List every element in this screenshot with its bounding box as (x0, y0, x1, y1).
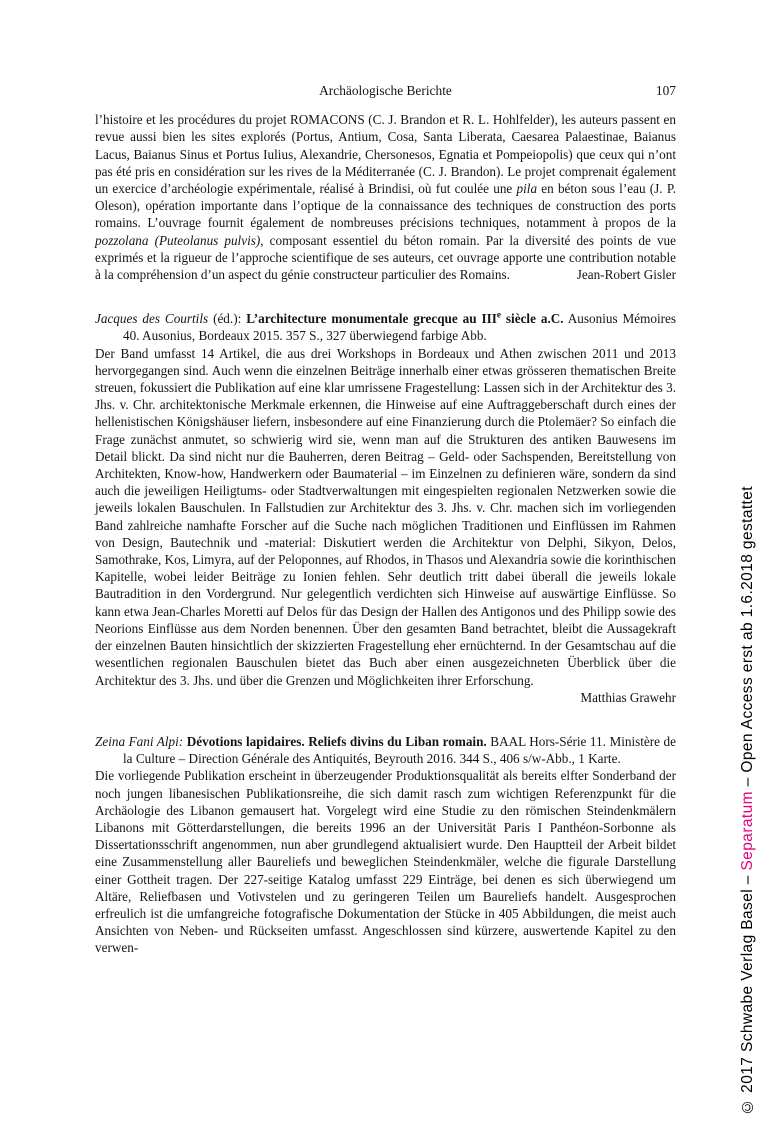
review-body (95, 111, 676, 283)
bibliographic-heading: Zeina Fani Alpi: Dévotions lapidaires. Reliefs divins du Liban romain. BAAL Hors-Série 11. Ministère de la Culture – Direction Générale des Antiquités, Beyrouth 2016. 344 S., 406 s/w-Abb., 1 Karte. (95, 733, 677, 767)
review-fani-alpi (95, 733, 676, 957)
text-block (95, 82, 676, 957)
reviewer-signature: Matthias Grawehr (580, 689, 676, 705)
bibliographic-heading: Jacques des Courtils (éd.): L’architecture monumentale grecque au IIIe siècle a.C. Ausonius Mémoires 40. Ausonius, Bordeaux 2015. 357 S., 327 überwiegend farbige Abb. (95, 309, 676, 344)
review-body (95, 345, 676, 689)
review-des-courtils (95, 310, 676, 706)
page-number: 107 (655, 83, 676, 98)
page-header (95, 82, 676, 99)
copyright-text: © 2017 Schwabe Verlag Basel – Separatum – Open Access erst ab 1.6.2018 gestattet (739, 486, 756, 1115)
review-continuation-gisler (95, 111, 676, 283)
review-paragraph-text: l’histoire et les procédures du projet ROMACONS (C. J. Brandon et R. L. Hohlfelder), les auteurs passent en revue aussi bien les sites explorés (Portus, Antium, Cosa, Santa Liberata, Caesarea Palaestinae, Baianus Lacus, Baianus Sinus et Portus Iulius, Alexandrie, Chersonesos, Egnatia et Pompeiopolis) que ceux qui n’ont pas été pris en considération sur les rives de la Méditerranée (C. J. Brandon). Le projet comprenait également un exercice d’archéologie expérimentale, réalisé à Brindisi, où fut coulée une pila en béton sous l’eau (J. P. Oleson), opération importante dans l’optique de la connaissance des techniques de construction des ports romains. L’ouvrage fournit également de nombreuses précisions techniques, notamment à propos de la pozzolana (Puteolanus pulvis), composant essentiel du béton romain. Par la diversité des points de vue exprimés et la rigueur de l’approche scientifique de ses auteurs, cet ouvrage apporte une contribution notable à la compréhension d’un aspect du génie constructeur particulier des Romains. (95, 112, 676, 283)
review-body (95, 767, 676, 956)
review-paragraph: Der Band umfasst 14 Artikel, die aus drei Workshops in Bordeaux und Athen zwischen 2011 und 2013 hervorgegangen sind. Auch wenn die einzelnen Beiträge innerhalb einer etwas grösseren thematischen Breite streuen, fokussiert die Publikation auf eine klar umrissene Fragestellung: Lassen sich in der Architektur des 3. Jhs. v. Chr. architektonische Merkmale erkennen, die Hinweise auf eine Auftraggeberschaft durch eines der hellenistischen Königshäuser liefern, insbesondere auf eine Finanzierung durch die Ptolemäer? So einfach die Frage zunächst anmutet, so schwierig wird sie, wenn man auf die Strukturen des antiken Bauwesens im Detail blickt. Da sind nicht nur die Bauherren, deren Beitrag – Geld- oder Sachspenden, Bereitstellung von Architekten, Know-how, Handwerkern oder Baumaterial – im Einzelnen zu definieren wäre, sondern da sind auch die jeweiligen Heiligtums- oder Stadtverwaltungen mit eingespielten regionalen Netzwerken sowie die jeweils lokalen Bauschulen. In Fallstudien zur Architektur des 3. Jhs. v. Chr. machen sich im vorliegenden Band zahlreiche namhafte Forscher auf die Suche nach möglichen Traditionen und Einflüssen im Rahmen von Design, Bautechnik und -material: Diskutiert werden die Architektur von Delphi, Sikyon, Delos, Samothrake, Kos, Limyra, auf der Peloponnes, auf Rhodos, in Thasos und Alexandria sowie die korinthischen Kapitelle, wobei leider Beiträge zu Ionien fehlen. Sehr deutlich tritt dabei überall die jeweils lokale Bautradition in den Vordergrund. Nur gelegentlich verdichten sich Hinweise auf auswärtige Einflüsse. So kann etwa Jean-Charles Moretti auf Delos für das Design der Hallen des Antigonos und des Philipp sowie des Neorions Einflüsse aus dem Norden benennen. Über den gesamten Band betrachtet, bleibt die Aussagekraft der einzelnen Bauten hinsichtlich der skizzierten Fragestellung eher ernüchternd. In der Gesamtschau auf die wesentlichen regionalen Bauschulen bietet das Buch aber einen ausgezeichneten Überblick über die Architektur des 3. Jhs. und über die Grenzen und Möglichkeiten ihrer Erforschung. (95, 345, 676, 688)
copyright-sidebar (739, 486, 757, 1115)
review-paragraph: Die vorliegende Publikation erscheint in überzeugender Produktionsqualität als bereits elfter Sonderband der noch jungen libanesischen Publikationsreihe, die sich damit rasch zum wichtigen Referenzpunkt für die Archäologie des Libanon gemausert hat. Vorgelegt wird eine Studie zu den römischen Steindenkmälern Libanons mit Götterdarstellungen, die bereits 1996 an der Universität Paris I Panthéon-Sorbonne als Dissertationsschrift angenommen, nun aber grundlegend aktualisiert wurde. Den Hauptteil der Arbeit bildet eine Zusammenstellung aller Baureliefs und beweglichen Steindenkmäler, welche die figurale Darstellung einer Gottheit tragen. Der 227-seitige Katalog umfasst 229 Einträge, bei denen es sich überwiegend um Altäre, Reliefbasen und Votivstelen und zu geringeren Teilen um Baureliefs handelt. Ausgesprochen erfreulich ist die umfangreiche fotografische Dokumentation der Stücke in 405 Abbildungen, die meist auch Ansichten von Neben- und Rückseiten umfasst. Angeschlossen sind kürzere, auswertende Kapitel zu den verwen- (95, 768, 676, 956)
running-head-title: Archäologische Berichte (319, 83, 452, 98)
reviewer-signature: Jean-Robert Gisler (576, 267, 676, 283)
review-paragraph (95, 111, 676, 283)
